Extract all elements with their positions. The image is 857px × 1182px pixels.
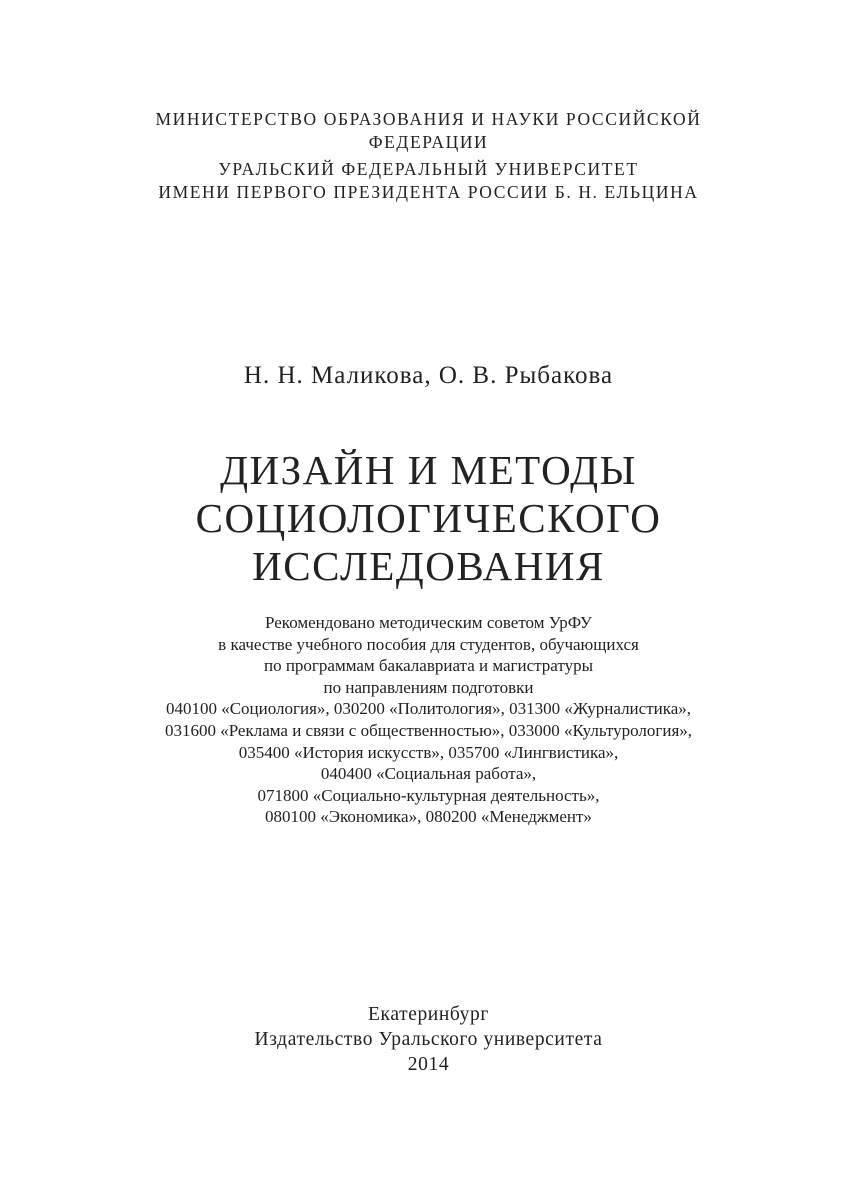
imprint (0, 1002, 857, 1077)
authors: Н. Н. Маликова, О. В. Рыбакова (243, 362, 614, 389)
title-line-3: ИССЛЕДОВАНИЯ (252, 543, 605, 589)
university-line-1: УРАЛЬСКИЙ ФЕДЕРАЛЬНЫЙ УНИВЕРСИТЕТ (218, 159, 639, 179)
recommendation-line: в качестве учебного пособия для студентов, обучающихся (218, 634, 639, 654)
recommendation-line: по программам бакалавриата и магистратуры (263, 656, 594, 676)
recommendation-block (0, 612, 857, 828)
ministry-line-2: ФЕДЕРАЦИИ (368, 132, 489, 152)
imprint-city: Екатеринбург (368, 1004, 489, 1025)
institution-header (0, 108, 857, 204)
recommendation-line: 040100 «Социология», 030200 «Политология», 031300 «Журналистика», (165, 699, 692, 719)
recommendation-line: по направлениям подготовки (323, 677, 534, 697)
title-line-1: ДИЗАЙН И МЕТОДЫ (220, 447, 637, 493)
recommendation-line: Рекомендовано методическим советом УрФУ (265, 613, 592, 632)
ministry-line-1: МИНИСТЕРСТВО ОБРАЗОВАНИЯ И НАУКИ РОССИЙСКОЙ (155, 109, 702, 129)
imprint-year: 2014 (407, 1054, 450, 1075)
title-line-2: СОЦИОЛОГИЧЕСКОГО (195, 495, 662, 541)
recommendation-line: 071800 «Социально-культурная деятельность», (257, 785, 600, 805)
recommendation-line: 040400 «Социальная работа», (320, 764, 537, 784)
university-line-2: ИМЕНИ ПЕРВОГО ПРЕЗИДЕНТА РОССИИ Б. Н. ЕЛЬЦИНА (158, 182, 699, 202)
recommendation-line: 080100 «Экономика», 080200 «Менеджмент» (265, 807, 592, 827)
recommendation-line: 031600 «Реклама и связи с общественностью», 033000 «Культурология», (164, 720, 693, 740)
imprint-publisher: Издательство Уральского университета (254, 1029, 603, 1050)
book-title (0, 446, 857, 590)
recommendation-line: 035400 «История искусств», 035700 «Лингвистика», (238, 742, 619, 762)
